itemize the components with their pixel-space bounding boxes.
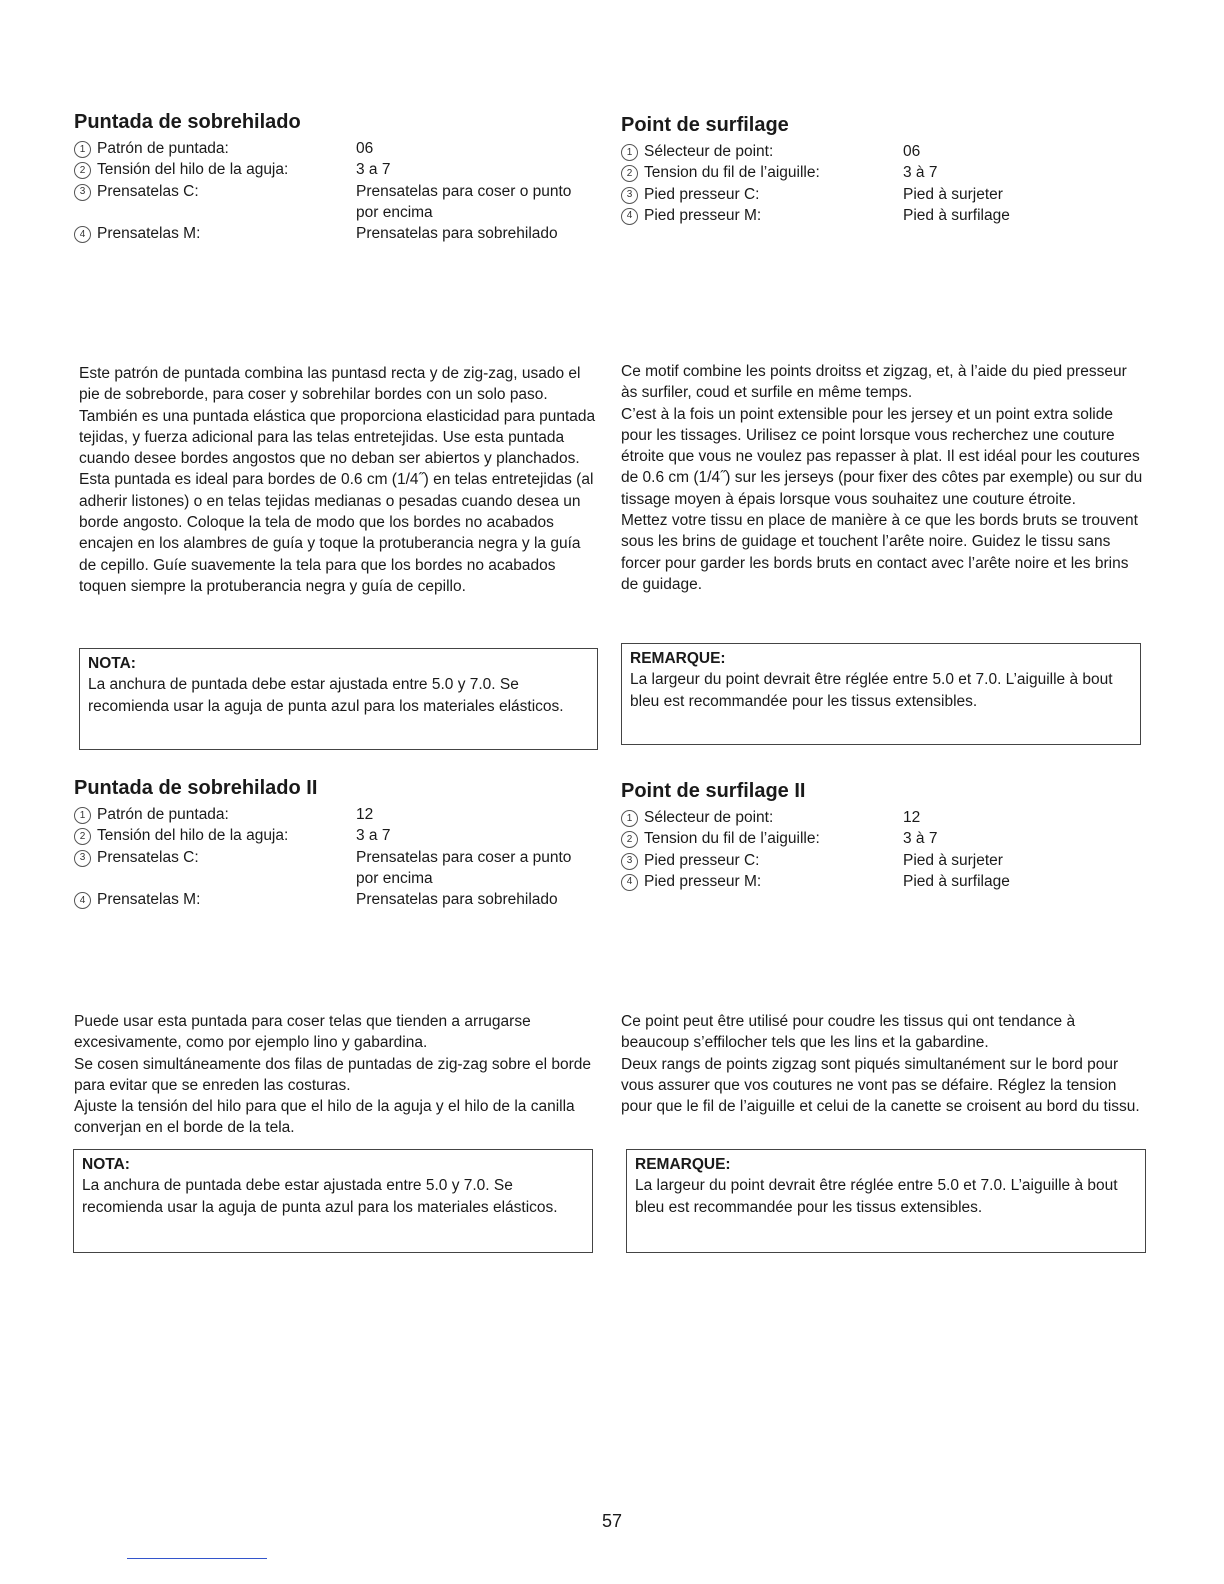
section-1-es-header: [74, 110, 599, 244]
settings-row: [621, 162, 1146, 183]
circled-number-icon: 3: [621, 853, 638, 870]
setting-value: 3 a 7: [356, 827, 391, 845]
settings-row: [74, 847, 599, 890]
setting-label: Prensatelas M:: [97, 225, 201, 243]
section-1-fr-body: Ce motif combine les points droitss et zigzag, et, à l’aide du pied presseur às surfiler, coud et surfile en même temps. C’est à la fois un point extensible pour les jersey et un point extra solide pour les tissages. Urilisez ce point lorsque vous recherchez une couture étroite que vous ne voulez pas repasser à plat. Il est idéal pour les coutures de 0.6 cm (1/4˝) sur les jerseys (pour fixer des côtes par exemple) ou sur du tissage moyen à épais lorsque vous souhaitez une couture étroite. Mettez votre tissu en place de manière à ce que les bords bruts se trouvent sous les brins de guidage et touchent l’arête noire. Guidez le tissu sans forcer pour garder les bords bruts en contact avec l’arête noire et les brins de guidage.: [621, 363, 1143, 593]
settings-row: [621, 184, 1146, 205]
note-text: La largeur du point devrait être réglée entre 5.0 et 7.0. L’aiguille à bout bleu est recommandée pour les tissus extensibles.: [630, 671, 1113, 710]
settings-row: [74, 223, 599, 244]
section-title: Point de surfilage: [621, 114, 789, 136]
settings-row: [621, 871, 1146, 892]
section-title: Puntada de sobrehilado II: [74, 777, 318, 799]
setting-label: Sélecteur de point:: [644, 143, 774, 160]
setting-value: 06: [903, 143, 921, 160]
circled-number-icon: 1: [621, 810, 638, 827]
section-2-fr-body: Ce point peut être utilisé pour coudre les tissus qui ont tendance à beaucoup s’effilocher tels que les lins et la gabardine. Deux rangs de points zigzag sont piqués simultanément sur le bord pour vous assurer que vos coutures ne vont pas se défaire. Réglez la tension pour que le fil de l’aiguille et celui de la canette se croisent au bord du tissu.: [621, 1013, 1140, 1116]
setting-label: Patrón de puntada:: [97, 140, 229, 157]
setting-value: 3 à 7: [903, 164, 938, 182]
circled-number-icon: 3: [74, 184, 91, 201]
circled-number-icon: 4: [74, 226, 91, 243]
setting-label: Tension du fil de l’aiguille:: [644, 164, 820, 182]
note-box-fr-2: [626, 1149, 1146, 1253]
note-text: La anchura de puntada debe estar ajustada entre 5.0 y 7.0. Se recomienda usar la aguja de punta azul para los materiales elásticos.: [88, 676, 564, 715]
section-2-fr-header: [621, 779, 1146, 892]
section-1-fr-header: [621, 113, 1146, 226]
section-2-es-header: [74, 776, 599, 910]
setting-value: 3 à 7: [903, 830, 938, 848]
settings-row: [621, 807, 1146, 828]
circled-number-icon: 2: [621, 165, 638, 182]
setting-value: Pied à surjeter: [903, 185, 1003, 203]
settings-row: [74, 825, 599, 846]
settings-row: [621, 205, 1146, 226]
setting-value: Prensatelas para coser o punto por encima: [356, 182, 572, 221]
note-title: REMARQUE:: [635, 1156, 731, 1173]
note-text: La largeur du point devrait être réglée entre 5.0 et 7.0. L’aiguille à bout bleu est recommandée pour les tissus extensibles.: [635, 1177, 1118, 1216]
setting-label: Pied presseur M:: [644, 206, 762, 224]
setting-label: Tension du fil de l’aiguille:: [644, 830, 820, 848]
settings-row: [74, 804, 599, 825]
circled-number-icon: 4: [621, 208, 638, 225]
setting-label: Sélecteur de point:: [644, 809, 774, 826]
setting-value: Prensatelas para sobrehilado: [356, 891, 558, 909]
setting-value: 12: [356, 806, 374, 823]
setting-label: Pied presseur C:: [644, 851, 760, 869]
note-title: NOTA:: [88, 655, 136, 672]
setting-value: 06: [356, 140, 374, 157]
circled-number-icon: 2: [74, 162, 91, 179]
setting-label: Pied presseur M:: [644, 872, 762, 890]
circled-number-icon: 3: [621, 187, 638, 204]
settings-list: [621, 141, 1146, 226]
settings-row: [74, 889, 599, 910]
settings-list: [74, 138, 599, 244]
settings-row: [621, 850, 1146, 871]
setting-value: Prensatelas para sobrehilado: [356, 225, 558, 243]
setting-value: 12: [903, 809, 921, 826]
note-box-fr-1: [621, 643, 1141, 745]
setting-label: Prensatelas M:: [97, 891, 201, 909]
settings-list: [74, 804, 599, 910]
circled-number-icon: 2: [621, 831, 638, 848]
circled-number-icon: 1: [621, 144, 638, 161]
footer-rule: [127, 1558, 267, 1559]
note-box-es-1: [79, 648, 598, 750]
settings-row: [621, 141, 1146, 162]
setting-value: Pied à surfilage: [903, 206, 1010, 224]
settings-list: [621, 807, 1146, 892]
circled-number-icon: 1: [74, 807, 91, 824]
settings-row: [74, 138, 599, 159]
circled-number-icon: 4: [621, 874, 638, 891]
setting-label: Prensatelas C:: [97, 182, 199, 200]
settings-row: [621, 828, 1146, 849]
section-2-es-body: Puede usar esta puntada para coser telas que tienden a arrugarse excesivamente, como por ejemplo lino y gabardina. Se cosen simultáneamente dos filas de puntadas de zig-zag sobre el borde para evitar que se enreden las costuras. Ajuste la tensión del hilo para que el hilo de la aguja y el hilo de la canilla converjan en el borde de la tela.: [74, 1013, 591, 1137]
section-title: Puntada de sobrehilado: [74, 111, 301, 133]
section-title: Point de surfilage II: [621, 780, 806, 802]
note-text: La anchura de puntada debe estar ajustada entre 5.0 y 7.0. Se recomienda usar la aguja de punta azul para los materiales elásticos.: [82, 1177, 558, 1216]
note-title: REMARQUE:: [630, 650, 726, 667]
page-number: 57: [601, 1511, 623, 1531]
setting-label: Tensión del hilo de la aguja:: [97, 827, 289, 845]
section-1-es-body: Este patrón de puntada combina las puntasd recta y de zig-zag, usado el pie de sobreborde, para coser y sobrehilar bordes con un solo paso. También es una puntada elástica que proporciona elasticidad para puntada tejidas, y fuerza adicional para las telas entretejidas. Use esta puntada cuando desee bordes angostos que no deban ser abiertos y planchados. Esta puntada es ideal para bordes de 0.6 cm (1/4˝) en telas entretejidas (al adherir listones) o en telas tejidas medianas o pesadas cuando desea un borde angosto. Coloque la tela de modo que los bordes no acabados encajen en los alambres de guía y toque la protuberancia negra y la guía de cepillo. Guíe suavemente la tela para que los bordes no acabados toquen siempre la protuberancia negra y guía de cepillo.: [79, 365, 596, 595]
circled-number-icon: 1: [74, 141, 91, 158]
setting-value: Pied à surjeter: [903, 851, 1003, 869]
note-title: NOTA:: [82, 1156, 130, 1173]
settings-row: [74, 159, 599, 180]
setting-value: Prensatelas para coser a punto por encima: [356, 848, 572, 887]
setting-label: Tensión del hilo de la aguja:: [97, 161, 289, 179]
setting-label: Patrón de puntada:: [97, 806, 229, 823]
setting-label: Pied presseur C:: [644, 185, 760, 203]
circled-number-icon: 4: [74, 892, 91, 909]
setting-label: Prensatelas C:: [97, 848, 199, 866]
circled-number-icon: 2: [74, 828, 91, 845]
setting-value: Pied à surfilage: [903, 872, 1010, 890]
setting-value: 3 a 7: [356, 161, 391, 179]
note-box-es-2: [73, 1149, 593, 1253]
circled-number-icon: 3: [74, 850, 91, 867]
settings-row: [74, 181, 599, 224]
